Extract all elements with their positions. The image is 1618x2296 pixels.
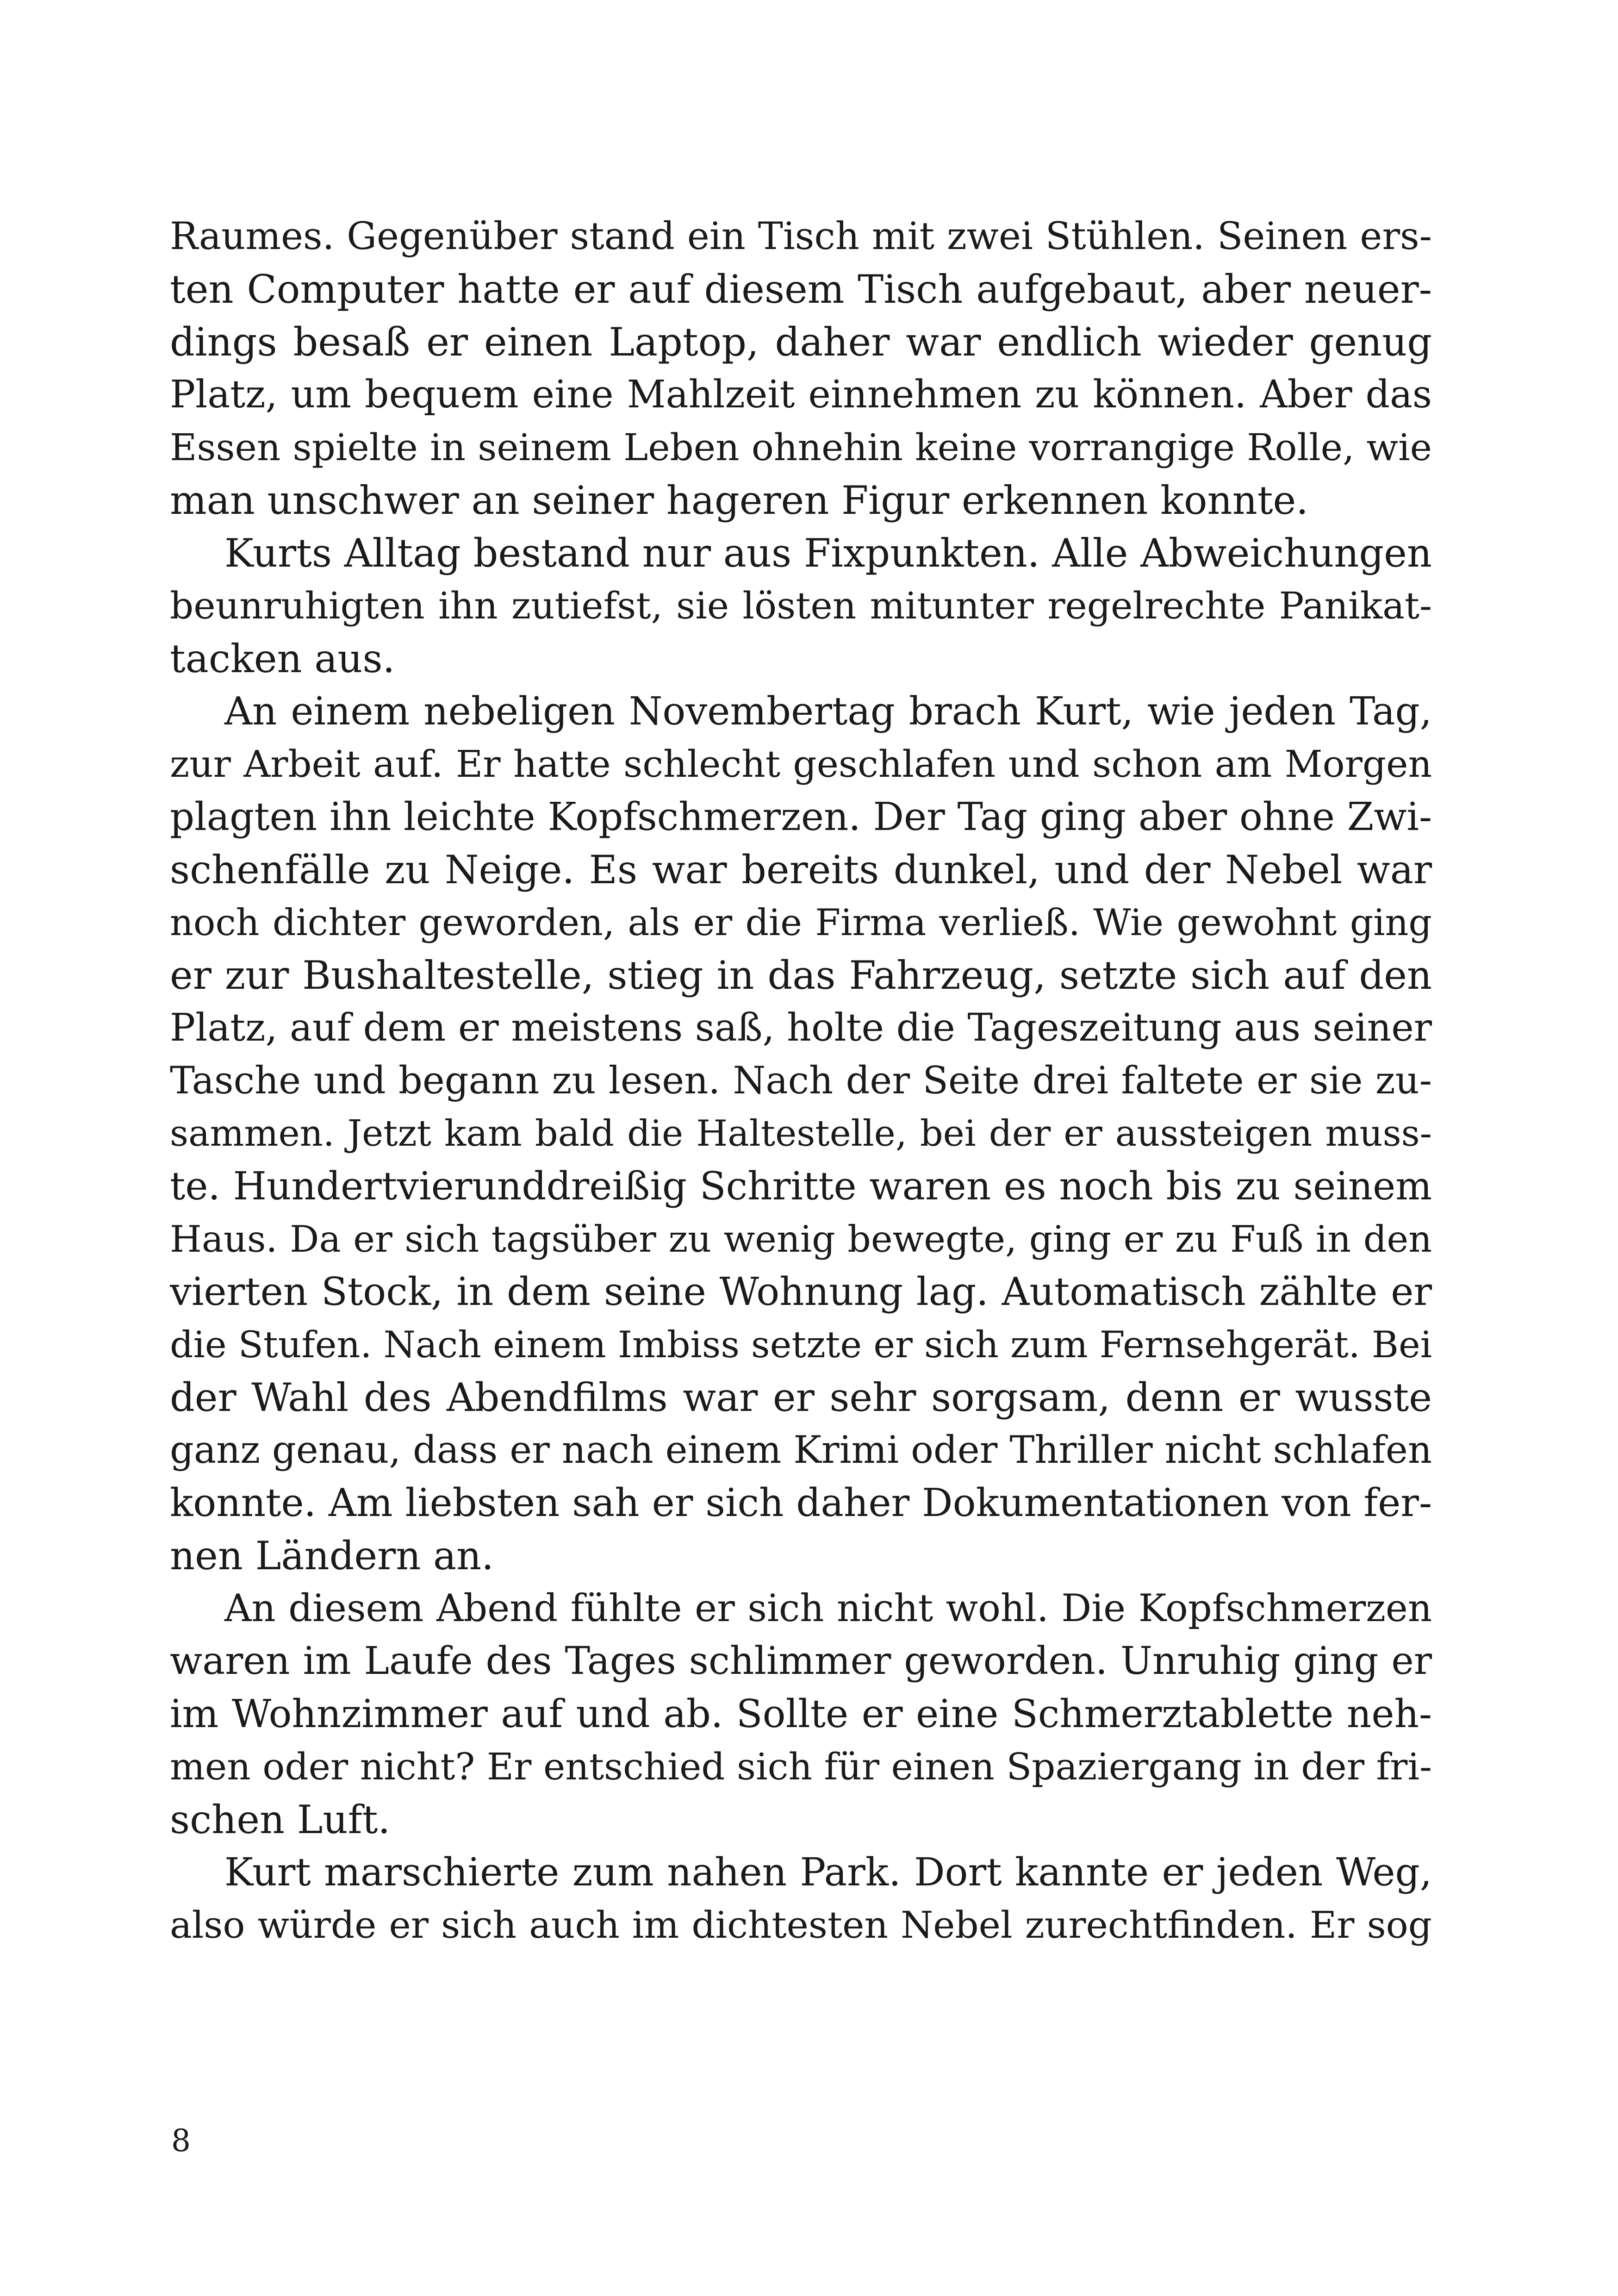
text-line: te. Hundertvierunddreißig Schritte waren es noch bis zu seinem [170, 1164, 1432, 1209]
text-line: Kurts Alltag bestand nur aus Fixpunkten. Alle Abweichungen [224, 530, 1432, 576]
text-line: ganz genau, dass er nach einem Krimi oder Thriller nicht schlafen [170, 1429, 1432, 1472]
text-line: man unschwer an seiner hageren Figur erkennen konnte. [170, 478, 1308, 523]
text-line: konnte. Am liebsten sah er sich daher Dokumentationen von fer- [170, 1480, 1432, 1525]
text-line: noch dichter geworden, als er die Firma verließ. Wie gewohnt ging [170, 901, 1432, 944]
text-line: An einem nebeligen Novembertag brach Kurt, wie jeden Tag, [224, 689, 1432, 734]
text-line: Haus. Da er sich tagsüber zu wenig bewegte, ging er zu Fuß in den [170, 1218, 1432, 1260]
text-line: men oder nicht? Er entschied sich für einen Spaziergang in der fri- [170, 1745, 1432, 1788]
page-number: 8 [171, 2123, 191, 2159]
text-line: Kurt marschierte zum nahen Park. Dort kannte er jeden Weg, [224, 1850, 1432, 1895]
text-line: der Wahl des Abendfilms war er sehr sorgsam, denn er wusste [170, 1375, 1432, 1420]
text-line: sammen. Jetzt kam bald die Haltestelle, bei der er aussteigen muss- [170, 1113, 1432, 1154]
body-text [170, 210, 1432, 1952]
text-line: An diesem Abend fühlte er sich nicht wohl. Die Kopfschmerzen [224, 1587, 1432, 1630]
text-line: die Stufen. Nach einem Imbiss setzte er sich zum Fernsehgerät. Bei [170, 1323, 1432, 1366]
text-line: im Wohnzimmer auf und ab. Sollte er eine Schmerztablette neh- [170, 1691, 1432, 1736]
text-line: er zur Bushaltestelle, stieg in das Fahrzeug, setzte sich auf den [170, 953, 1432, 998]
text-line: Tasche und begann zu lesen. Nach der Seite drei faltete er sie zu- [170, 1059, 1432, 1103]
text-line: Essen spielte in seinem Leben ohnehin keine vorrangige Rolle, wie [170, 426, 1432, 469]
text-line: dings besaß er einen Laptop, daher war endlich wieder genug [170, 319, 1432, 365]
text-line: tacken aus. [170, 636, 395, 681]
text-line: nen Ländern an. [170, 1533, 494, 1578]
text-line: ten Computer hatte er auf diesem Tisch aufgebaut, aber neuer- [170, 267, 1432, 312]
text-line: Platz, um bequem eine Mahlzeit einnehmen zu können. Aber das [170, 373, 1432, 417]
text-line: Platz, auf dem er meistens saß, holte die Tageszeitung aus seiner [170, 1006, 1432, 1050]
text-line: beunruhigten ihn zutiefst, sie lösten mitunter regelrechte Panikat- [170, 584, 1432, 627]
text-line: vierten Stock, in dem seine Wohnung lag. Automatisch zählte er [170, 1269, 1432, 1314]
text-line: waren im Laufe des Tages schlimmer geworden. Unruhig ging er [170, 1639, 1432, 1683]
text-line: schen Luft. [170, 1797, 391, 1842]
text-line: schenfälle zu Neige. Es war bereits dunkel, und der Nebel war [170, 847, 1432, 892]
text-line: plagten ihn leichte Kopfschmerzen. Der Tag ging aber ohne Zwi- [170, 794, 1432, 839]
text-line: zur Arbeit auf. Er hatte schlecht geschlafen und schon am Morgen [170, 742, 1432, 786]
text-line: Raumes. Gegenüber stand ein Tisch mit zwei Stühlen. Seinen ers- [170, 215, 1432, 258]
text-line: also würde er sich auch im dichtesten Nebel zurechtfinden. Er sog [170, 1903, 1432, 1947]
